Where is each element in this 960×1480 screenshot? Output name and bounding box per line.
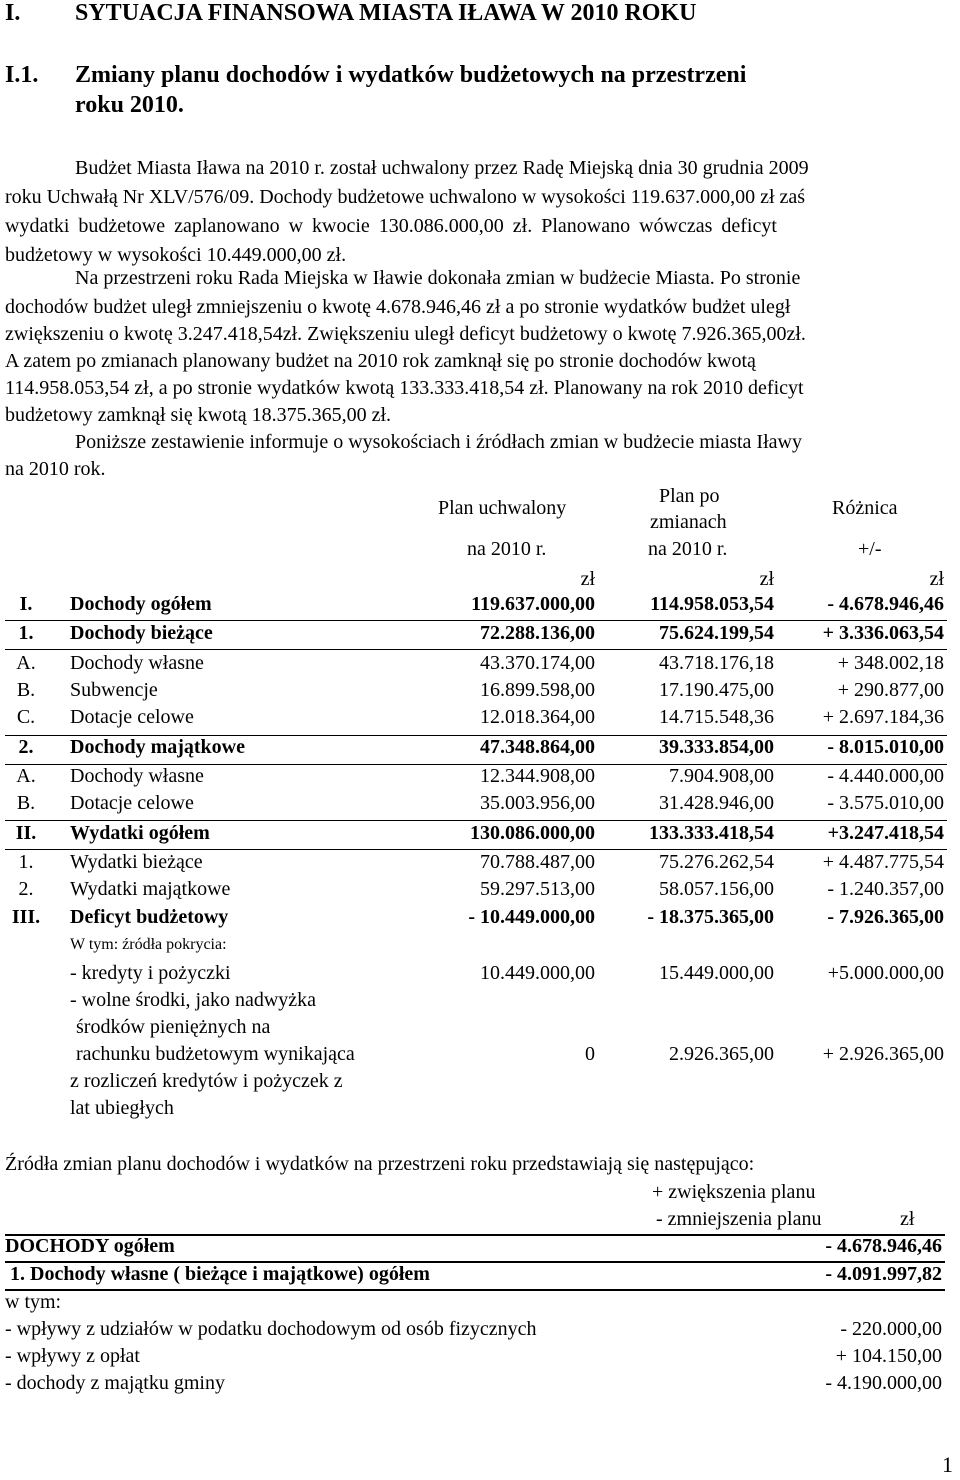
- source-label: lat ubiegłych: [70, 1097, 174, 1119]
- plan-uchwalony-value: 43.370.174,00: [480, 652, 595, 674]
- header-plan-uchwalony-year: na 2010 r.: [467, 538, 547, 560]
- plan-po-zmianach-value: 75.276.262,54: [659, 851, 774, 873]
- roznica-value: - 3.575.010,00: [827, 792, 944, 814]
- plan-uchwalony-value: 72.288.136,00: [480, 622, 595, 644]
- plan-po-zmianach-value: 75.624.199,54: [659, 622, 774, 644]
- paragraph-line: Na przestrzeni roku Rada Miejska w Iławie dokonała zmian w budżecie Miasta. Po stronie: [75, 267, 801, 289]
- source-value: +5.000.000,00: [827, 962, 944, 984]
- row-number: A.: [16, 765, 36, 787]
- source-label: - kredyty i pożyczki: [70, 962, 231, 984]
- row-label: Wydatki bieżące: [70, 851, 203, 873]
- plan-po-zmianach-value: 39.333.854,00: [659, 736, 774, 758]
- paragraph-line: zwiększeniu o kwotę 3.247.418,54zł. Zwiększeniu uległ deficyt budżetowy o kwotę 7.926.365,00zł.: [5, 323, 806, 345]
- header-plan-po-year: na 2010 r.: [648, 538, 728, 560]
- row-label: Dochody majątkowe: [70, 736, 245, 758]
- sources-label: W tym: źródła pokrycia:: [70, 936, 227, 953]
- row-number: B.: [16, 792, 36, 814]
- source-label: środków pieniężnych na: [76, 1016, 271, 1038]
- plan-po-zmianach-value: 17.190.475,00: [659, 679, 774, 701]
- change-label: - wpływy z opłat: [5, 1345, 140, 1367]
- row-number: III.: [11, 906, 41, 928]
- page-number: 1: [942, 1452, 953, 1477]
- roznica-value: + 4.487.775,54: [822, 851, 944, 873]
- header-plan-uchwalony: Plan uchwalony: [438, 497, 567, 519]
- change-value: + 104.150,00: [835, 1345, 942, 1367]
- row-label: Dochody własne: [70, 765, 204, 787]
- divider: [5, 1289, 945, 1291]
- header-roznica: Różnica: [832, 497, 898, 519]
- section-title: SYTUACJA FINANSOWA MIASTA IŁAWA W 2010 ROKU: [75, 0, 697, 26]
- paragraph-line: na 2010 rok.: [5, 458, 106, 480]
- plan-po-zmianach-value: 14.715.548,36: [659, 706, 774, 728]
- source-value: 2.926.365,00: [669, 1043, 774, 1065]
- unit-label: zł: [929, 568, 944, 590]
- plan-uchwalony-value: 47.348.864,00: [480, 736, 595, 758]
- unit-label: zł: [900, 1208, 915, 1230]
- change-label: w tym:: [5, 1291, 62, 1313]
- unit-label: zł: [580, 568, 595, 590]
- table-divider: [5, 649, 947, 650]
- legend-plus: + zwiększenia planu: [652, 1181, 816, 1203]
- plan-uchwalony-value: 130.086.000,00: [470, 822, 595, 844]
- change-value: - 4.678.946,46: [825, 1235, 942, 1257]
- paragraph-line: Poniższe zestawienie informuje o wysokościach i źródłach zmian w budżecie miasta Iławy: [75, 431, 802, 453]
- unit-label: zł: [759, 568, 774, 590]
- plan-uchwalony-value: - 10.449.000,00: [468, 906, 595, 928]
- row-label: Dotacje celowe: [70, 792, 194, 814]
- roznica-value: - 4.440.000,00: [827, 765, 944, 787]
- row-label: Dochody własne: [70, 652, 204, 674]
- source-value: + 2.926.365,00: [822, 1043, 944, 1065]
- changes-intro: Źródła zmian planu dochodów i wydatków na przestrzeni roku przedstawiają się następująco:: [5, 1153, 755, 1175]
- plan-po-zmianach-value: 58.057.156,00: [659, 878, 774, 900]
- paragraph-line: roku Uchwałą Nr XLV/576/09. Dochody budżetowe uchwalono w wysokości 119.637.000,00 zł zaś: [5, 186, 806, 208]
- row-label: Deficyt budżetowy: [70, 906, 229, 928]
- plan-po-zmianach-value: 43.718.176,18: [659, 652, 774, 674]
- source-value: 15.449.000,00: [659, 962, 774, 984]
- roznica-value: - 1.240.357,00: [827, 878, 944, 900]
- row-label: Subwencje: [70, 679, 158, 701]
- plan-po-zmianach-value: - 18.375.365,00: [647, 906, 774, 928]
- table-divider: [5, 620, 947, 621]
- roznica-value: +3.247.418,54: [827, 822, 944, 844]
- header-plus-minus: +/-: [858, 538, 882, 560]
- table-divider: [5, 735, 947, 736]
- row-label: Dochody ogółem: [70, 593, 212, 615]
- plan-po-zmianach-value: 133.333.418,54: [649, 822, 774, 844]
- paragraph-line: 114.958.053,54 zł, a po stronie wydatków kwotą 133.333.418,54 zł. Planowany na rok 2010 deficyt: [5, 377, 804, 399]
- roznica-value: + 348.002,18: [837, 652, 944, 674]
- plan-uchwalony-value: 70.788.487,00: [480, 851, 595, 873]
- header-plan-po: Plan po: [659, 485, 720, 507]
- heading-number: I.: [5, 0, 21, 26]
- source-value: 0: [585, 1043, 595, 1065]
- roznica-value: - 8.015.010,00: [827, 736, 944, 758]
- paragraph-line: dochodów budżet uległ zmniejszeniu o kwotę 4.678.946,46 zł a po stronie wydatków budżet uległ: [5, 296, 791, 318]
- row-number: B.: [16, 679, 36, 701]
- header-zmianach: zmianach: [650, 511, 727, 533]
- table-divider: [5, 820, 947, 821]
- row-label: Wydatki ogółem: [70, 822, 210, 844]
- change-value: - 4.190.000,00: [825, 1372, 942, 1394]
- source-label: z rozliczeń kredytów i pożyczek z: [70, 1070, 343, 1092]
- change-label: DOCHODY ogółem: [5, 1235, 175, 1257]
- paragraph-line: Budżet Miasta Iława na 2010 r. został uchwalony przez Radę Miejską dnia 30 grudnia 2009: [75, 157, 809, 179]
- row-number: 2.: [18, 736, 34, 758]
- roznica-value: + 2.697.184,36: [822, 706, 944, 728]
- paragraph-line: budżetowy zamknął się kwotą 18.375.365,00 zł.: [5, 404, 392, 426]
- roznica-value: + 3.336.063,54: [822, 622, 944, 644]
- row-number: 1.: [18, 622, 34, 644]
- paragraph-line: wydatki budżetowe zaplanowano w kwocie 130.086.000,00 zł. Planowano wówczas deficyt: [5, 215, 777, 237]
- legend-minus: - zmniejszenia planu: [656, 1208, 822, 1230]
- row-number: 1.: [18, 851, 34, 873]
- subsection-number: I.1.: [5, 62, 39, 88]
- row-label: Wydatki majątkowe: [70, 878, 231, 900]
- plan-uchwalony-value: 16.899.598,00: [480, 679, 595, 701]
- divider: [5, 1261, 945, 1263]
- paragraph-line: A zatem po zmianach planowany budżet na 2010 rok zamknął się po stronie dochodów kwotą: [5, 350, 756, 372]
- plan-uchwalony-value: 59.297.513,00: [480, 878, 595, 900]
- change-label: - dochody z majątku gminy: [5, 1372, 225, 1394]
- source-value: 10.449.000,00: [480, 962, 595, 984]
- change-value: - 4.091.997,82: [825, 1263, 942, 1285]
- row-number: A.: [16, 652, 36, 674]
- source-label: - wolne środki, jako nadwyżka: [70, 989, 317, 1011]
- source-label: rachunku budżetowym wynikająca: [76, 1043, 355, 1065]
- plan-po-zmianach-value: 7.904.908,00: [669, 765, 774, 787]
- change-label: - wpływy z udziałów w podatku dochodowym od osób fizycznych: [5, 1318, 537, 1340]
- plan-uchwalony-value: 35.003.956,00: [480, 792, 595, 814]
- row-label: Dochody bieżące: [70, 622, 213, 644]
- row-number: I.: [19, 593, 33, 615]
- plan-po-zmianach-value: 31.428.946,00: [659, 792, 774, 814]
- roznica-value: - 7.926.365,00: [827, 906, 944, 928]
- plan-po-zmianach-value: 114.958.053,54: [650, 593, 774, 615]
- plan-uchwalony-value: 12.018.364,00: [480, 706, 595, 728]
- roznica-value: - 4.678.946,46: [827, 593, 944, 615]
- roznica-value: + 290.877,00: [837, 679, 944, 701]
- plan-uchwalony-value: 12.344.908,00: [480, 765, 595, 787]
- subsection-title-line1: Zmiany planu dochodów i wydatków budżetowych na przestrzeni: [75, 62, 747, 88]
- row-number: C.: [16, 706, 36, 728]
- change-label: 1. Dochody własne ( bieżące i majątkowe) ogółem: [10, 1263, 430, 1285]
- table-divider: [5, 764, 947, 765]
- row-number: 2.: [18, 878, 34, 900]
- row-label: Dotacje celowe: [70, 706, 194, 728]
- table-divider: [5, 849, 947, 850]
- paragraph-line: budżetowy w wysokości 10.449.000,00 zł.: [5, 244, 347, 266]
- change-value: - 220.000,00: [840, 1318, 942, 1340]
- row-number: II.: [15, 822, 37, 844]
- plan-uchwalony-value: 119.637.000,00: [471, 593, 595, 615]
- subsection-title-line2: roku 2010.: [75, 92, 184, 118]
